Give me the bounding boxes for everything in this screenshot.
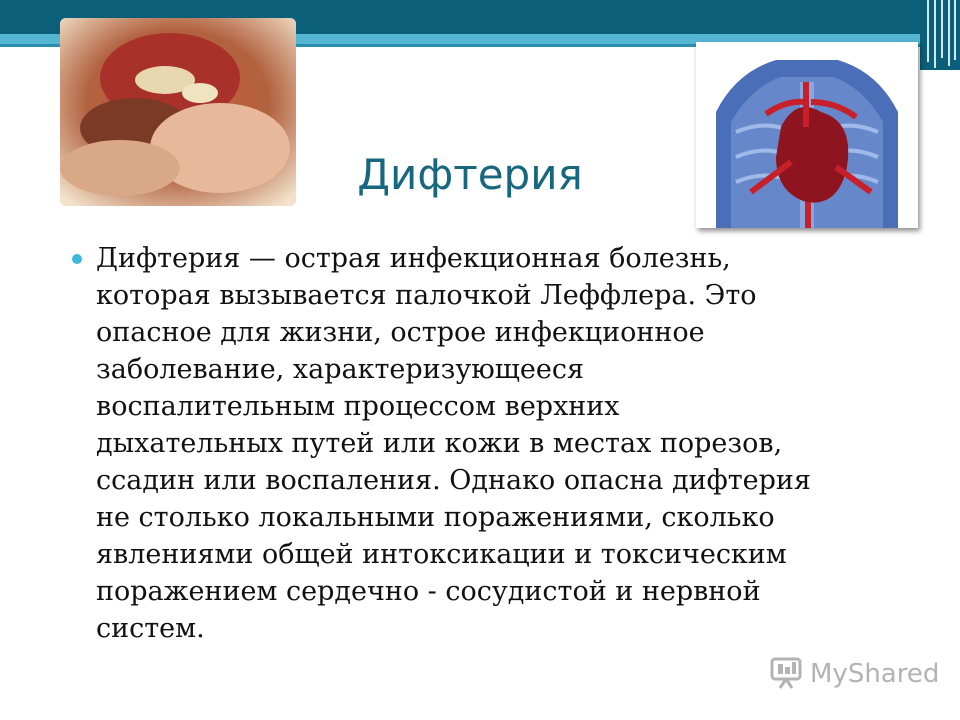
corner-decoration <box>920 0 960 70</box>
bullet-marker <box>72 254 82 264</box>
slide-title: Дифтерия <box>357 150 583 199</box>
watermark-brand: MyShared <box>810 659 940 689</box>
bullet-list <box>72 240 922 647</box>
myshared-logo-icon <box>770 657 804 689</box>
watermark <box>770 655 940 695</box>
heart-xray-illustration <box>696 42 918 228</box>
bullet-text: Дифтерия — острая инфекционная болезнь, которая вызывается палочкой Леффлера. Это опасное для жизни, острое инфекционное заболевание, характеризующееся воспалительным процессом верхних дыхательных путей или кожи в местах порезов, ссадин или воспаления. Однако опасна дифтерия не столько локальными поражениями, сколько явлениями общей интоксикации и токсическим поражением сердечно - сосудистой и нервной систем. <box>96 243 811 644</box>
